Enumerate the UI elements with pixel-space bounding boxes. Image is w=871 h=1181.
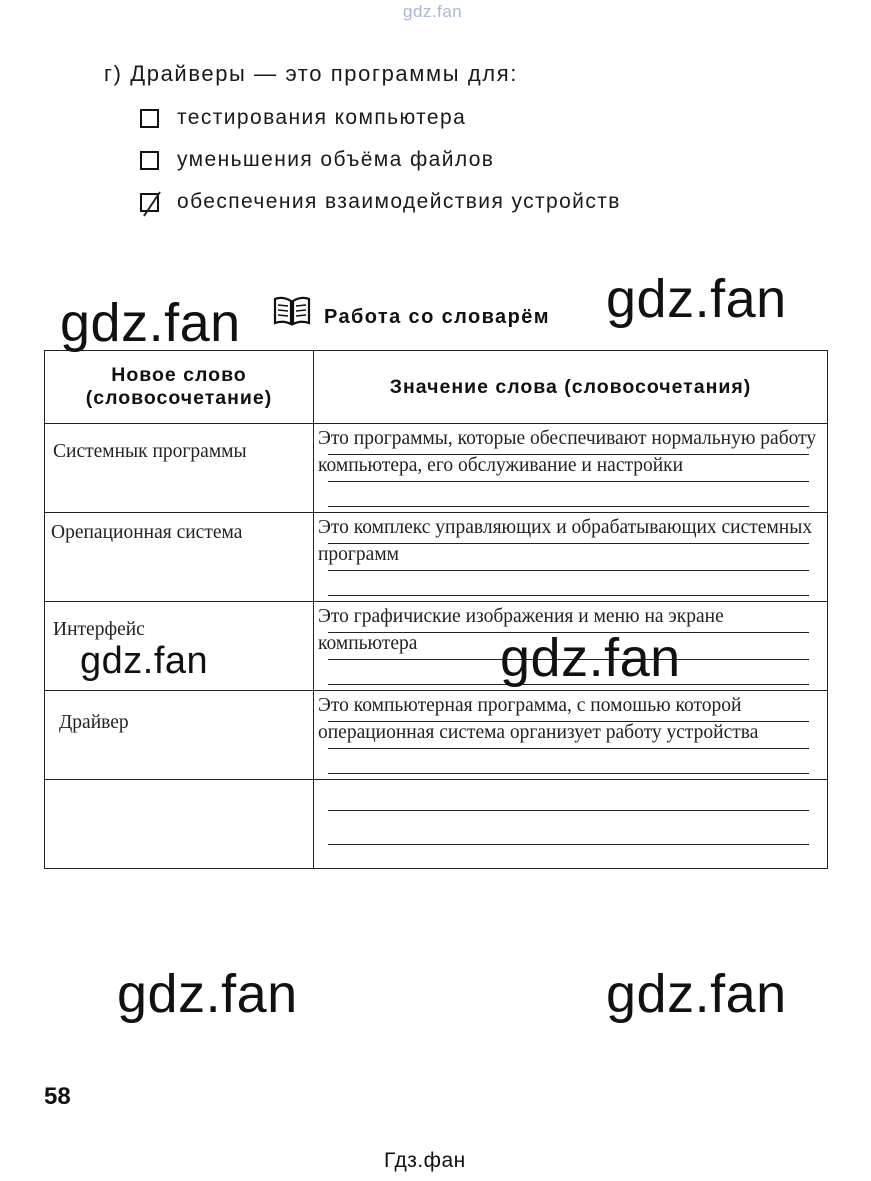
- dictionary-table: [44, 350, 828, 869]
- book-icon: [272, 294, 312, 328]
- checkbox-1[interactable]: [140, 109, 159, 128]
- term-cell: Интерфейс: [53, 619, 145, 640]
- page-number: 58: [44, 1083, 71, 1110]
- watermark-top: gdz.fan: [403, 2, 463, 21]
- option-1-label: тестирования компьютера: [177, 106, 467, 129]
- section-header: [272, 292, 550, 329]
- checkbox-3-checked[interactable]: [140, 193, 159, 212]
- writing-lines: [328, 780, 809, 868]
- check-mark-icon: [138, 186, 166, 220]
- term-cell: Орепационная система: [51, 522, 243, 543]
- option-3[interactable]: [140, 190, 621, 214]
- meaning-cell[interactable]: Это компьютерная программа, с помошью которой операционная система организует работу устройства: [318, 695, 759, 743]
- header-new-word: Новое слово (словосочетание): [45, 351, 314, 424]
- meaning-cell[interactable]: Это программы, которые обеспечивают нормальную работу компьютера, его обслуживание и настройки: [318, 428, 817, 476]
- question-title: г) Драйверы — это программы для:: [104, 61, 518, 86]
- watermark-6: gdz.fan: [606, 964, 787, 1024]
- table-row: [45, 513, 828, 602]
- option-2-label: уменьшения объёма файлов: [177, 148, 495, 171]
- watermark-2: gdz.fan: [606, 269, 787, 329]
- table-row: [45, 780, 828, 869]
- option-2[interactable]: [140, 148, 494, 172]
- option-1[interactable]: [140, 106, 466, 130]
- watermark-4: gdz.fan: [500, 628, 681, 688]
- watermark-1: gdz.fan: [60, 293, 241, 353]
- watermark-5: gdz.fan: [117, 964, 298, 1024]
- option-3-label: обеспечения взаимодействия устройств: [177, 190, 621, 213]
- checkbox-2[interactable]: [140, 151, 159, 170]
- term-cell: Драйвер: [59, 712, 129, 733]
- table-row: [45, 424, 828, 513]
- footer-caption: Гдз.фан: [384, 1149, 466, 1172]
- header-meaning: Значение слова (словосочетания): [314, 351, 828, 424]
- term-cell: Системнык программы: [53, 441, 247, 462]
- section-title: Работа со словарём: [324, 306, 550, 328]
- watermark-3: gdz.fan: [80, 640, 209, 682]
- table-row: [45, 691, 828, 780]
- meaning-cell[interactable]: Это графичиские изображения и меню на экране компьютера: [318, 606, 724, 654]
- meaning-cell[interactable]: Это комплекс управляющих и обрабатывающих системных программ: [318, 517, 813, 565]
- table-header-row: [45, 351, 828, 424]
